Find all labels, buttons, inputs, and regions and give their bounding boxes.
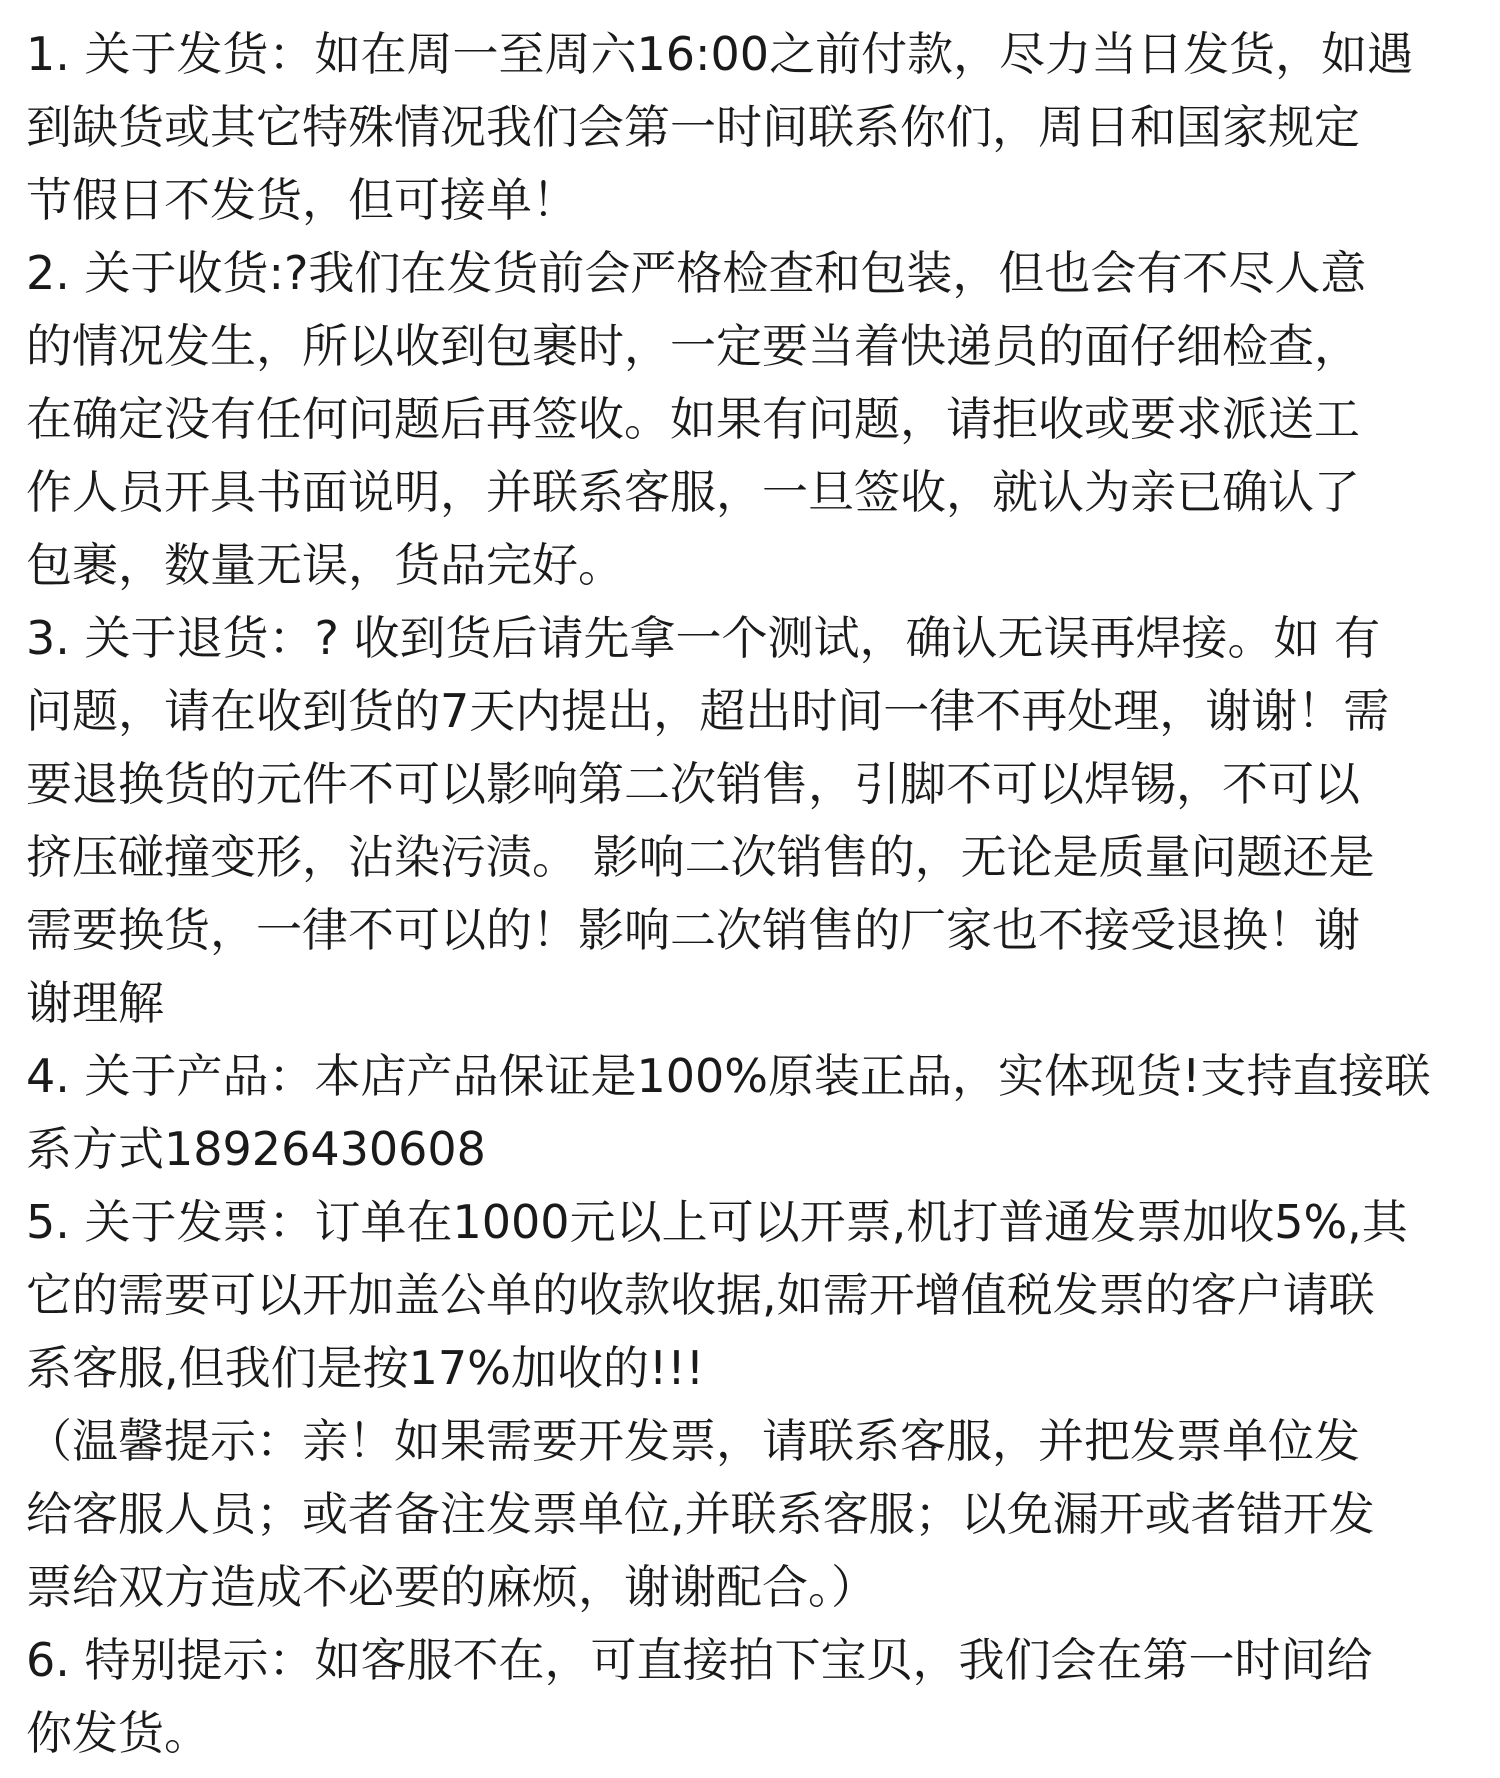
text-line: 需要换货，一律不可以的！影响二次销售的厂家也不接受退换！谢 — [26, 903, 1360, 957]
text-line: 问题，请在收到货的7天内提出，超出时间一律不再处理，谢谢！需 — [26, 684, 1390, 738]
text-line: 谢理解 — [26, 976, 164, 1030]
text-line: 系方式18926430608 — [26, 1122, 486, 1176]
text-line: 2. 关于收货:?我们在发货前会严格检查和包装，但也会有不尽人意 — [26, 246, 1367, 300]
text-line: 节假日不发货，但可接单！ — [26, 173, 578, 227]
notice-document — [26, 18, 1466, 1770]
text-line: 5. 关于发票：订单在1000元以上可以开票,机打普通发票加收5%,其 — [26, 1195, 1408, 1249]
text-line: 给客服人员；或者备注发票单位,并联系客服；以免漏开或者错开发 — [26, 1487, 1375, 1541]
text-line: 到缺货或其它特殊情况我们会第一时间联系你们，周日和国家规定 — [26, 100, 1360, 154]
text-line: 它的需要可以开加盖公单的收款收据,如需开增值税发票的客户请联 — [26, 1268, 1375, 1322]
text-line: 要退换货的元件不可以影响第二次销售，引脚不可以焊锡，不可以 — [26, 757, 1360, 811]
text-line: （温馨提示：亲！如果需要开发票，请联系客服，并把发票单位发 — [26, 1414, 1360, 1468]
text-line: 挤压碰撞变形，沾染污渍。 影响二次销售的，无论是质量问题还是 — [26, 830, 1375, 884]
text-line: 作人员开具书面说明，并联系客服，一旦签收，就认为亲已确认了 — [26, 465, 1360, 519]
text-line: 6. 特别提示：如客服不在，可直接拍下宝贝，我们会在第一时间给 — [26, 1633, 1373, 1687]
text-line: 你发货。 — [26, 1706, 210, 1760]
text-line: 4. 关于产品：本店产品保证是100%原装正品，实体现货!支持直接联 — [26, 1049, 1431, 1103]
text-line: 包裹，数量无误，货品完好。 — [26, 538, 624, 592]
text-line: 票给双方造成不必要的麻烦，谢谢配合。） — [26, 1560, 877, 1614]
text-line: 3. 关于退货：? 收到货后请先拿一个测试，确认无误再焊接。如 有 — [26, 611, 1381, 665]
text-line: 在确定没有任何问题后再签收。如果有问题，请拒收或要求派送工 — [26, 392, 1360, 446]
text-line: 1. 关于发货：如在周一至周六16:00之前付款，尽力当日发货，如遇 — [26, 27, 1414, 81]
text-line: 的情况发生，所以收到包裹时，一定要当着快递员的面仔细检查， — [26, 319, 1360, 373]
text-line: 系客服,但我们是按17%加收的!!! — [26, 1341, 705, 1395]
